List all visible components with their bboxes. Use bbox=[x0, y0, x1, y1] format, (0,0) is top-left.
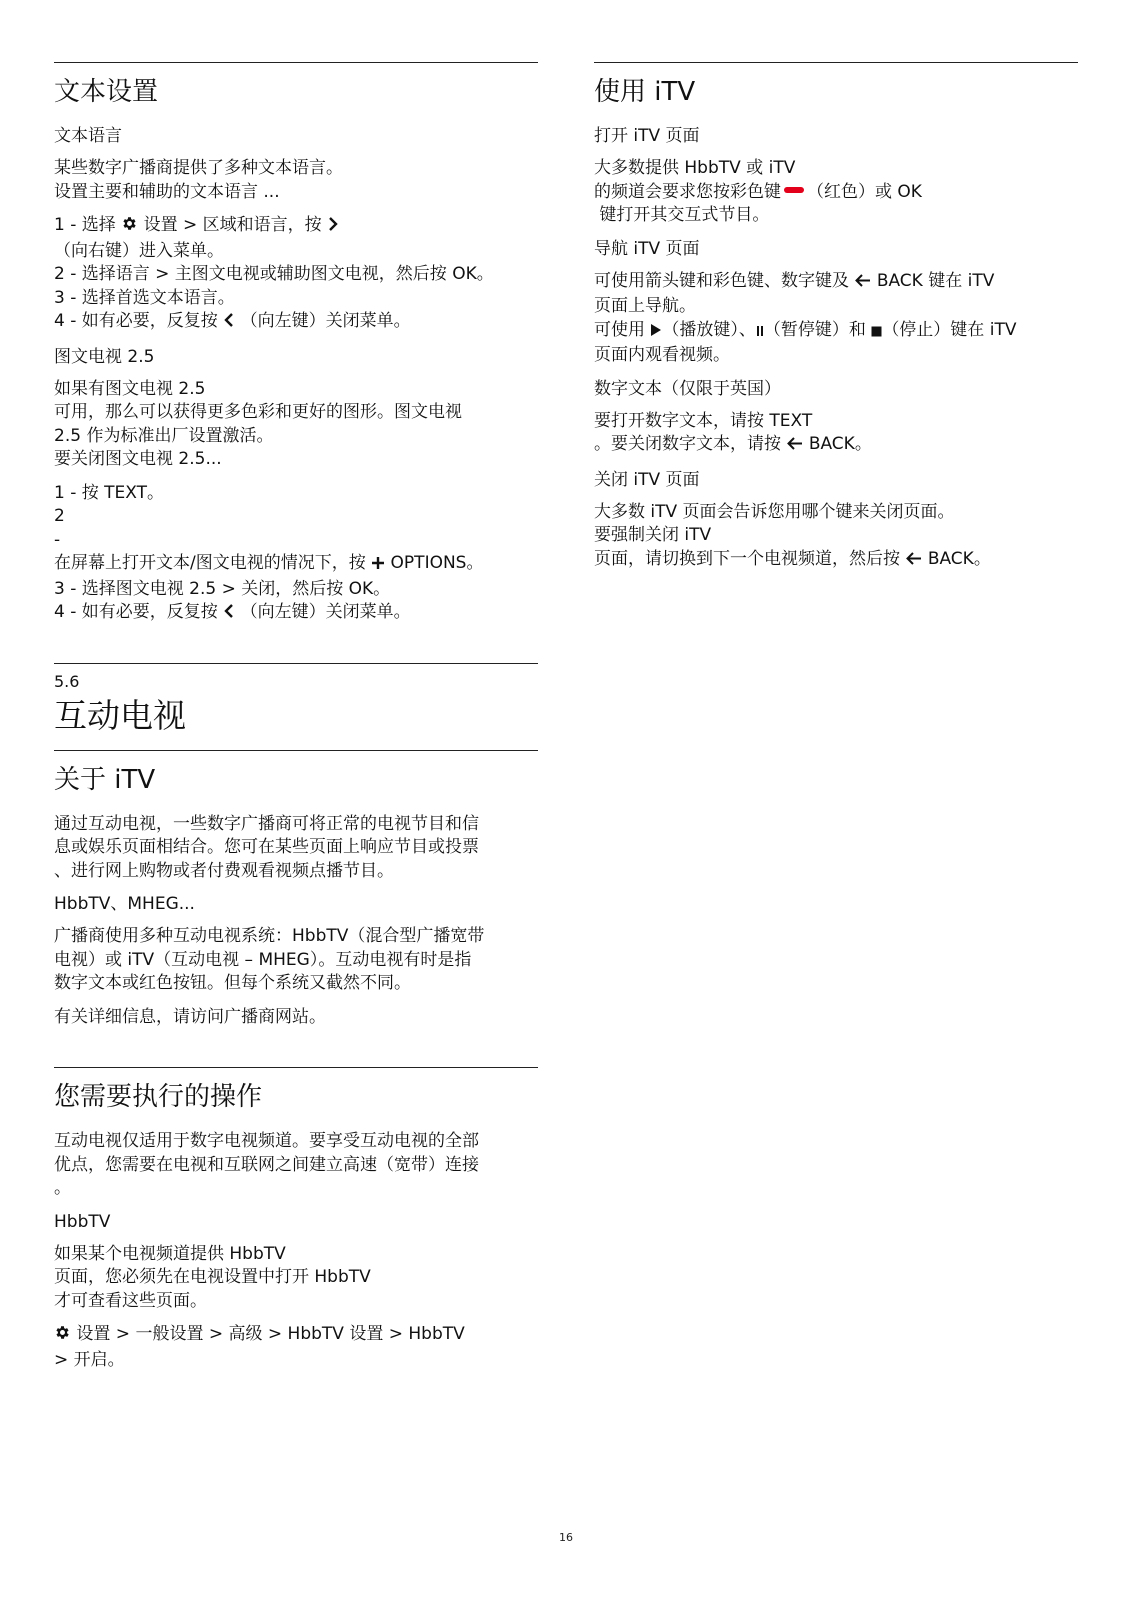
text-line: 如果某个电视频道提供 HbbTV bbox=[54, 1243, 286, 1264]
section-rule bbox=[594, 62, 1078, 63]
paragraph bbox=[54, 1006, 538, 1030]
arrow-left-icon bbox=[786, 435, 803, 459]
subsection-heading: 导航 iTV 页面 bbox=[594, 238, 700, 259]
step-text: （向左键）关闭菜单。 bbox=[240, 311, 411, 331]
pause-icon bbox=[756, 321, 764, 345]
step-1 bbox=[54, 214, 538, 240]
section-title: 文本设置 bbox=[54, 77, 159, 107]
settings-path bbox=[54, 1323, 538, 1372]
step-2-dash: - bbox=[54, 529, 61, 550]
step-3: 3 - 选择首选文本语言。 bbox=[54, 287, 235, 308]
step-4 bbox=[54, 601, 538, 627]
step-text: （向右键）进入菜单。 bbox=[54, 240, 224, 261]
section-title: 您需要执行的操作 bbox=[54, 1082, 263, 1112]
text-fragment: 页面，请切换到下一个电视频道，然后按 bbox=[594, 548, 900, 569]
text-line: 息或娱乐页面相结合。您可在某些页面上响应节目或投票 bbox=[54, 837, 479, 857]
step-text: 设置 > 区域和语言，按 bbox=[143, 215, 322, 235]
text-line bbox=[594, 181, 1078, 205]
paragraph bbox=[54, 813, 538, 884]
text-line bbox=[594, 319, 1078, 345]
text-fragment: （暂停键）和 bbox=[763, 319, 866, 340]
text-line: 页面内观看视频。 bbox=[594, 345, 730, 365]
text-line bbox=[54, 1323, 538, 1349]
chevron-right-icon bbox=[327, 216, 339, 240]
text-line bbox=[594, 548, 1078, 574]
text-line: 如果有图文电视 2.5 bbox=[54, 378, 206, 399]
section-rule bbox=[54, 62, 538, 63]
paragraph bbox=[54, 925, 538, 996]
gear-icon bbox=[54, 1324, 71, 1349]
paragraph bbox=[594, 410, 1078, 459]
subsection-heading: 数字文本（仅限于英国） bbox=[594, 378, 781, 399]
paragraph bbox=[594, 501, 1078, 574]
text-line: 优点，您需要在电视和互联网之间建立高速（宽带）连接 bbox=[54, 1154, 479, 1175]
chapter-rule bbox=[54, 663, 538, 664]
step-text: 4 - 如有必要，反复按 bbox=[54, 311, 218, 331]
text-line: 可用，那么可以获得更多色彩和更好的图形。图文电视 bbox=[54, 402, 462, 422]
text-fragment: 。要关闭数字文本，请按 bbox=[594, 434, 781, 454]
text-line: 大多数 iTV 页面会告诉您用哪个键来关闭页面。 bbox=[594, 501, 955, 522]
step-2-number: 2 bbox=[54, 506, 65, 526]
chapter-title: 互动电视 bbox=[54, 695, 186, 735]
section-number: 5.6 bbox=[54, 671, 80, 691]
paragraph bbox=[54, 157, 538, 204]
text-fragment: （红色）或 OK bbox=[807, 181, 922, 202]
step-text: （向左键）关闭菜单。 bbox=[240, 602, 411, 622]
subsection-heading: 关闭 iTV 页面 bbox=[594, 469, 700, 490]
paragraph bbox=[54, 1130, 538, 1201]
text-line: 2.5 作为标准出厂设置激活。 bbox=[54, 425, 274, 446]
text-line: 设置主要和辅助的文本语言 ... bbox=[54, 181, 280, 202]
paragraph bbox=[54, 1243, 538, 1314]
text-line: 。 bbox=[54, 1178, 71, 1198]
step-2: 2 - 选择语言 > 主图文电视或辅助图文电视，然后按 OK。 bbox=[54, 264, 494, 284]
page-number: 16 bbox=[559, 1531, 573, 1544]
text-line bbox=[594, 270, 1078, 296]
play-icon bbox=[650, 321, 662, 345]
subsection-heading: HbbTV bbox=[54, 1211, 111, 1232]
step-text: 在屏幕上打开文本/图文电视的情况下，按 bbox=[54, 553, 366, 573]
step-text: OPTIONS。 bbox=[390, 553, 484, 573]
text-line: 、进行网上购物或者付费观看视频点播节目。 bbox=[54, 860, 394, 881]
text-line: 大多数提供 HbbTV 或 iTV bbox=[594, 158, 796, 178]
subsection-heading: 文本语言 bbox=[54, 126, 122, 146]
text-line: 要关闭图文电视 2.5... bbox=[54, 449, 222, 469]
text-fragment: 的频道会要求您按彩色键 bbox=[594, 181, 781, 202]
text-line: 页面上导航。 bbox=[594, 296, 696, 316]
step-text: 4 - 如有必要，反复按 bbox=[54, 602, 218, 622]
stop-icon bbox=[871, 321, 882, 345]
steps bbox=[54, 482, 538, 627]
gear-icon bbox=[121, 215, 138, 240]
text-fragment: 可使用箭头键和彩色键、数字键及 bbox=[594, 270, 849, 291]
step-1: 1 - 按 TEXT。 bbox=[54, 482, 165, 503]
text-line: 键打开其交互式节目。 bbox=[594, 205, 770, 225]
text-line: 要打开数字文本，请按 TEXT bbox=[594, 410, 813, 431]
text-line: 电视）或 iTV（互动电视 – MHEG）。互动电视有时是指 bbox=[54, 949, 472, 970]
text-fragment: （停止）键在 iTV bbox=[882, 319, 1017, 340]
step-2 bbox=[54, 552, 538, 578]
chevron-left-icon bbox=[223, 312, 235, 336]
chevron-left-icon bbox=[223, 603, 235, 627]
steps bbox=[54, 214, 538, 336]
text-fragment: BACK 键在 iTV bbox=[876, 270, 995, 291]
right-column bbox=[594, 62, 1078, 583]
text-line: 数字文本或红色按钮。但每个系统又截然不同。 bbox=[54, 973, 411, 993]
subsection-heading: 图文电视 2.5 bbox=[54, 346, 155, 367]
section-title: 关于 iTV bbox=[54, 764, 156, 795]
paragraph bbox=[54, 378, 538, 472]
text-fragment: 可使用 bbox=[594, 319, 645, 340]
text-line: 页面，您必须先在电视设置中打开 HbbTV bbox=[54, 1267, 371, 1287]
section-rule bbox=[54, 1067, 538, 1068]
left-column bbox=[54, 62, 538, 1382]
section-rule bbox=[54, 750, 538, 751]
step-text: 1 - 选择 bbox=[54, 215, 116, 235]
text-fragment: （播放键）、 bbox=[662, 319, 756, 340]
plus-icon bbox=[371, 554, 385, 578]
text-line: 才可查看这些页面。 bbox=[54, 1290, 207, 1311]
subsection-heading: 打开 iTV 页面 bbox=[594, 126, 700, 146]
path-text: > 开启。 bbox=[54, 1349, 125, 1370]
text-line bbox=[594, 433, 1078, 459]
arrow-left-icon bbox=[905, 550, 922, 574]
text-line: 某些数字广播商提供了多种文本语言。 bbox=[54, 158, 343, 178]
text-fragment: BACK。 bbox=[808, 434, 872, 454]
paragraph bbox=[594, 270, 1078, 368]
path-text: 设置 > 一般设置 > 高级 > HbbTV 设置 > HbbTV bbox=[76, 1324, 465, 1344]
text-line: 通过互动电视，一些数字广播商可将正常的电视节目和信 bbox=[54, 813, 479, 834]
subsection-heading: HbbTV、MHEG... bbox=[54, 894, 195, 914]
step-4 bbox=[54, 310, 538, 336]
red-key-icon bbox=[784, 187, 804, 193]
text-fragment: BACK。 bbox=[927, 548, 991, 569]
section-title: 使用 iTV bbox=[594, 77, 696, 107]
arrow-left-icon bbox=[854, 272, 871, 296]
text-line: 广播商使用多种互动电视系统：HbbTV（混合型广播宽带 bbox=[54, 926, 485, 946]
step-3: 3 - 选择图文电视 2.5 > 关闭，然后按 OK。 bbox=[54, 578, 391, 599]
text-line: 要强制关闭 iTV bbox=[594, 525, 712, 545]
paragraph bbox=[594, 157, 1078, 228]
text-line: 有关详细信息，请访问广播商网站。 bbox=[54, 1006, 326, 1027]
text-line: 互动电视仅适用于数字电视频道。要享受互动电视的全部 bbox=[54, 1131, 479, 1151]
